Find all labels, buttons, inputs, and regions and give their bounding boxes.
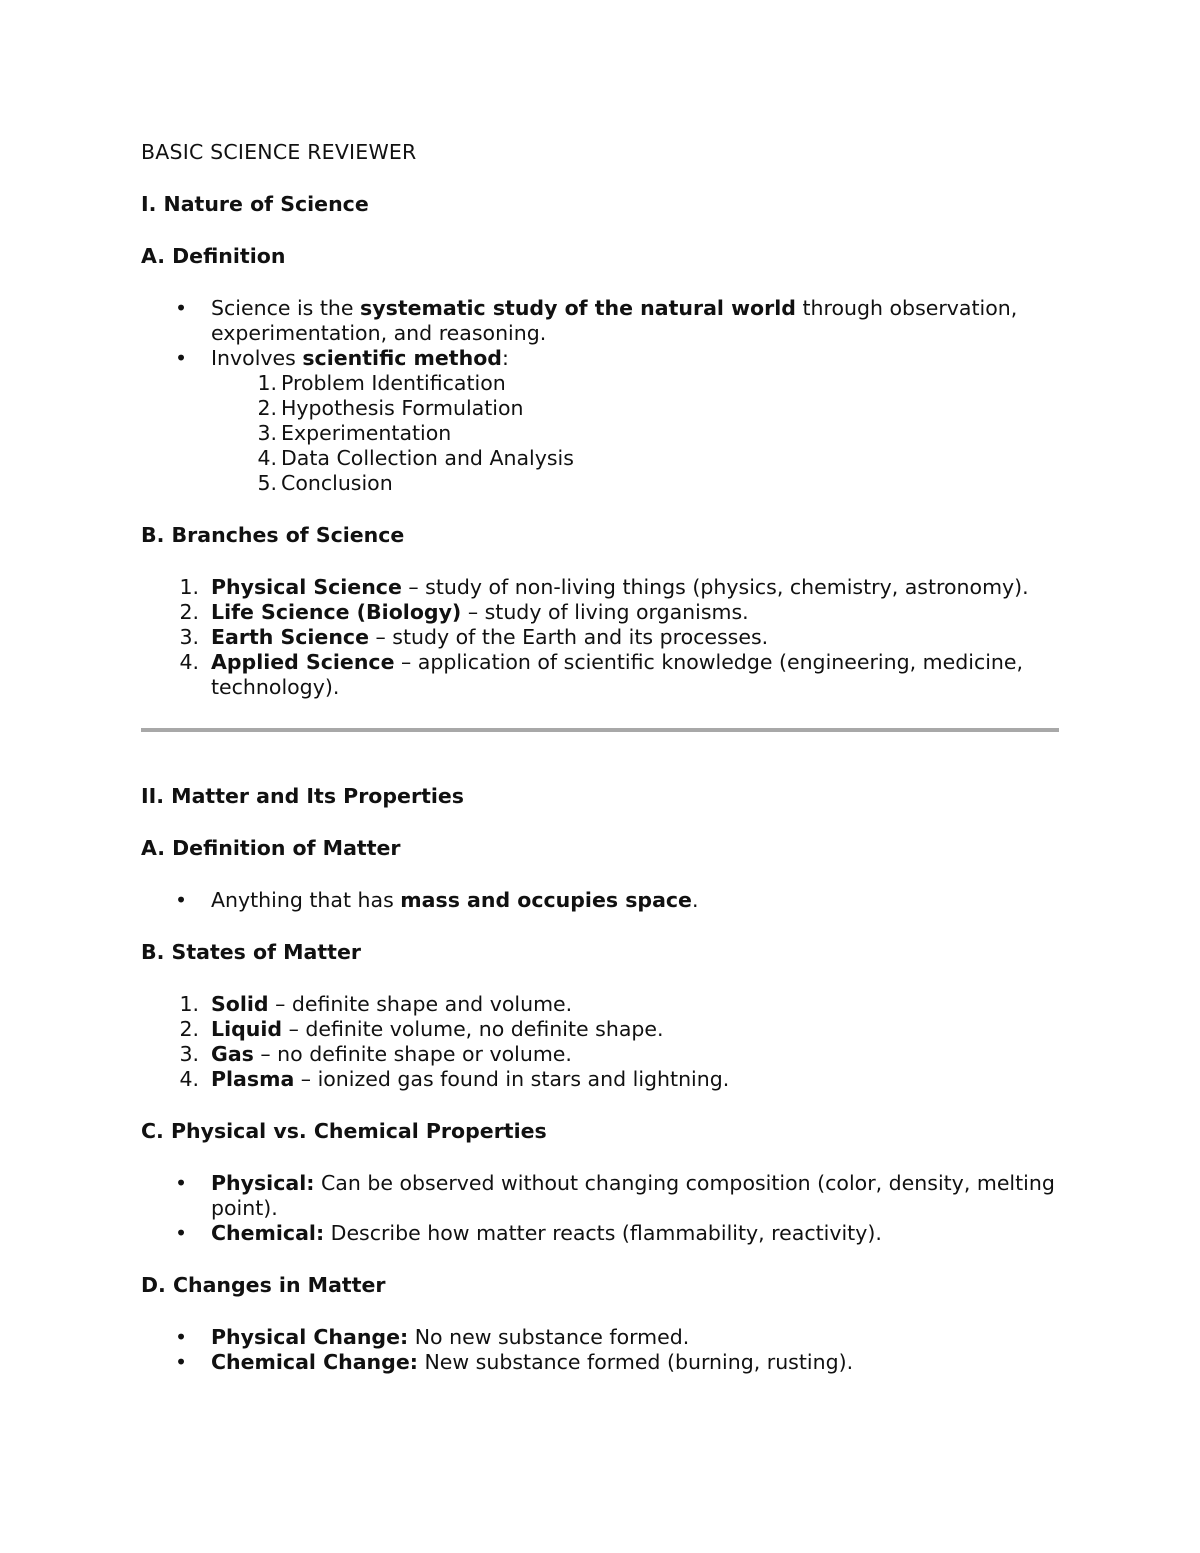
list-item: • Physical: Can be observed without changing composition (color, density, melting point).: [141, 1171, 1059, 1221]
definition-bullets: [141, 296, 1059, 496]
section-2a-heading: A. Definition of Matter: [141, 836, 401, 860]
section-2c-heading: C. Physical vs. Chemical Properties: [141, 1119, 547, 1143]
scientific-method-steps: [211, 371, 1059, 496]
section-2d-heading: D. Changes in Matter: [141, 1273, 386, 1297]
list-item: 3. Experimentation: [257, 421, 452, 445]
bullet-icon: •: [174, 888, 188, 912]
list-item: 2. Hypothesis Formulation: [257, 396, 524, 420]
bullet-icon: •: [174, 296, 188, 320]
list-item: 4. Plasma – ionized gas found in stars and lightning.: [179, 1067, 730, 1091]
list-item: • Physical Change: No new substance formed.: [141, 1325, 1059, 1350]
states-of-matter-list: [141, 992, 1059, 1092]
section-1b-heading: B. Branches of Science: [141, 523, 405, 547]
list-item: 3. Gas – no definite shape or volume.: [179, 1042, 572, 1066]
bullet-icon: •: [174, 346, 188, 370]
document-page: [141, 140, 1059, 1375]
list-item: 2. Liquid – definite volume, no definite shape.: [179, 1017, 664, 1041]
list-item: • Anything that has mass and occupies space.: [141, 888, 1059, 913]
bullet-icon: •: [174, 1350, 188, 1374]
list-item: • Science is the systematic study of the natural world through observation, experimentation, and reasoning.: [141, 296, 1059, 346]
list-item: • Chemical Change: New substance formed (burning, rusting).: [141, 1350, 1059, 1375]
list-item: 2. Life Science (Biology) – study of living organisms.: [179, 600, 749, 624]
section-1-heading: I. Nature of Science: [141, 192, 369, 216]
matter-definition-bullets: [141, 888, 1059, 913]
bullet-icon: •: [174, 1221, 188, 1245]
horizontal-divider: [141, 728, 1059, 732]
list-item: 5. Conclusion: [257, 471, 393, 495]
list-item: • Involves scientific method: 1. Problem Identification 2. Hypothesis Formulation 3. Experimentation 4. Data Collection and Analysis 5. Conclusion: [141, 346, 1059, 496]
section-1a-heading: A. Definition: [141, 244, 286, 268]
list-item: • Chemical: Describe how matter reacts (flammability, reactivity).: [141, 1221, 1059, 1246]
section-2-heading: II. Matter and Its Properties: [141, 784, 465, 808]
list-item: 1. Solid – definite shape and volume.: [179, 992, 573, 1016]
list-item: 1. Physical Science – study of non-living things (physics, chemistry, astronomy).: [179, 575, 1029, 599]
document-title: BASIC SCIENCE REVIEWER: [141, 140, 417, 164]
list-item: 3. Earth Science – study of the Earth and its processes.: [179, 625, 769, 649]
list-item: 4. Data Collection and Analysis: [257, 446, 574, 470]
changes-bullets: [141, 1325, 1059, 1375]
list-item: 1. Problem Identification: [257, 371, 506, 395]
list-item: 4. Applied Science – application of scientific knowledge (engineering, medicine, technology).: [179, 650, 1024, 699]
properties-bullets: [141, 1171, 1059, 1246]
bullet-icon: •: [174, 1171, 188, 1195]
bullet-icon: •: [174, 1325, 188, 1349]
branches-list: [141, 575, 1059, 700]
section-2b-heading: B. States of Matter: [141, 940, 361, 964]
